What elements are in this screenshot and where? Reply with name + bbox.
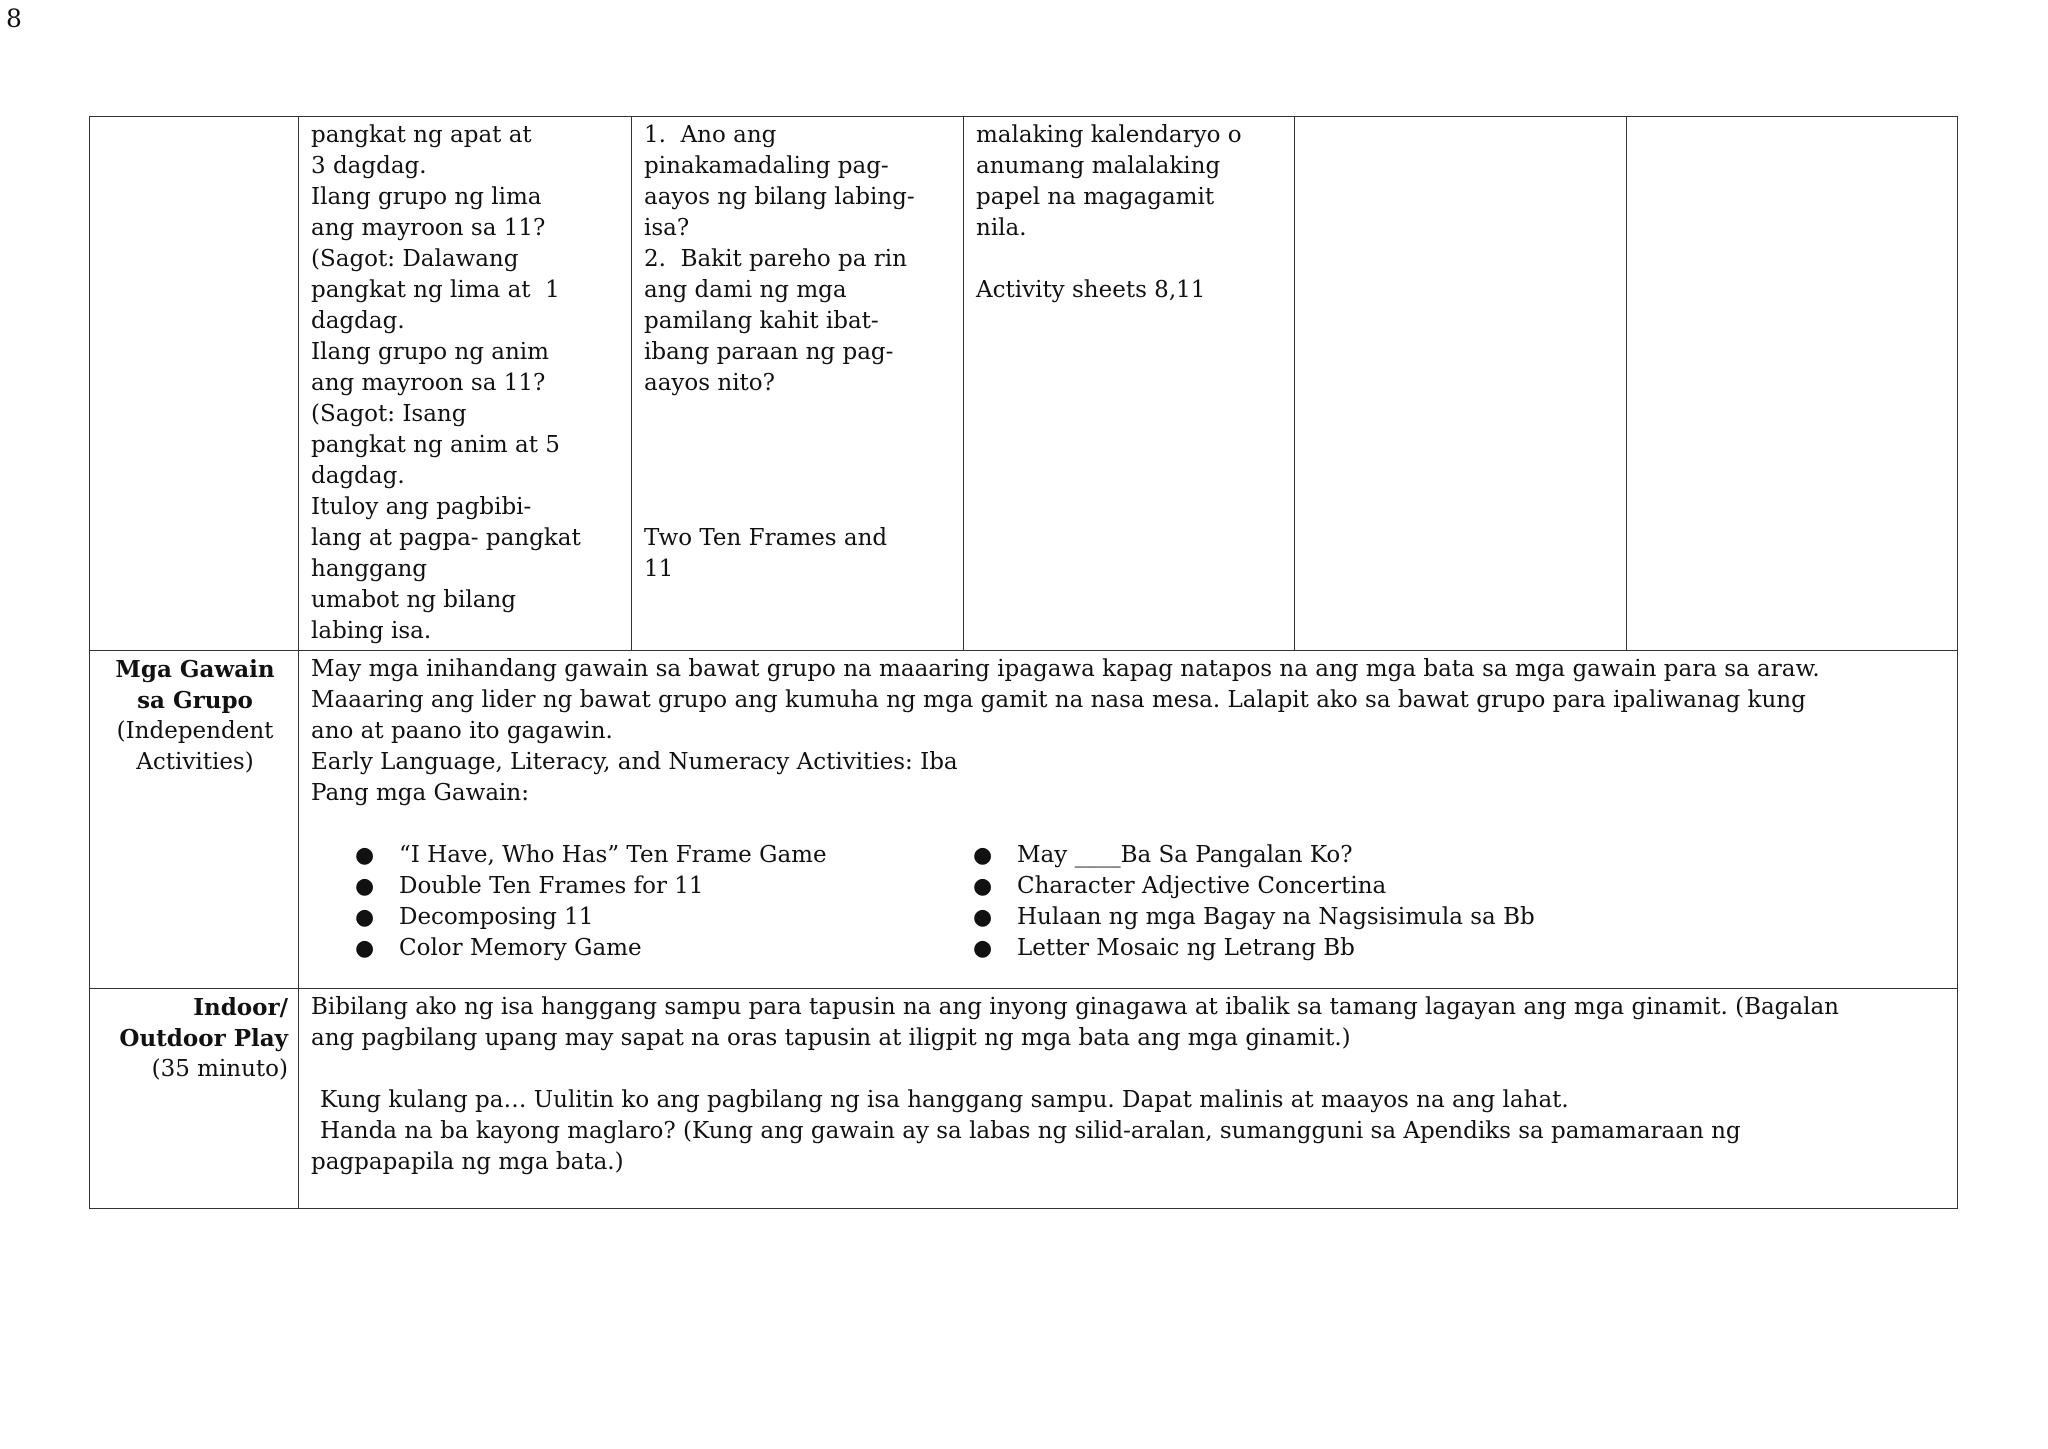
grouping-question-line: Ilang grupo ng anim — [311, 339, 549, 365]
grouping-question-line: pangkat ng apat at — [311, 122, 532, 148]
bullet-text: May ____Ba Sa Pangalan Ko? — [1017, 842, 1353, 868]
bullet-item — [355, 933, 973, 964]
grouping-question-line: ang mayroon sa 11? — [311, 370, 546, 396]
bullet-item — [973, 871, 1535, 902]
materials-cell — [964, 117, 1295, 651]
discussion-question-line: ang dami ng mga — [644, 277, 847, 303]
discussion-question-line: pamilang kahit ibat- — [644, 308, 879, 334]
play-paragraph-line: ang pagbilang upang may sapat na oras tapusin at iligpit ng mga bata ang mga ginamit.) — [311, 1025, 1351, 1051]
group-intro-line: ano at paano ito gagawin. — [311, 718, 613, 744]
bullet-dot-icon: ● — [355, 936, 375, 961]
group-activities-content — [299, 651, 1958, 989]
table-row-continuation — [90, 117, 1958, 651]
play-paragraph-line: Handa na ba kayong maglaro? (Kung ang gawain ay sa labas ng silid-aralan, sumangguni sa Apendiks sa pamamaraan ng — [320, 1118, 1741, 1144]
activity-bullets — [311, 840, 1947, 964]
bullet-text: Color Memory Game — [399, 935, 642, 961]
materials-line: malaking kalendaryo o — [976, 122, 1242, 148]
group-intro-line: Maaaring ang lider ng bawat grupo ang kumuha ng mga gamit na nasa mesa. Lalapit ako sa bawat grupo para ipaliwanag kung — [311, 687, 1806, 713]
bullet-item — [355, 840, 973, 871]
bullet-text: Hulaan ng mga Bagay na Nagsisimula sa Bb — [1017, 904, 1535, 930]
grouping-question-line: (Sagot: Isang — [311, 401, 467, 427]
bullet-text: Decomposing 11 — [399, 904, 594, 930]
bullet-item — [973, 902, 1535, 933]
group-label-title-line: Mga Gawain — [115, 656, 275, 683]
group-activities-label — [90, 651, 299, 989]
activity-sheets-text: Activity sheets 8,11 — [976, 277, 1206, 303]
play-paragraph-line: Bibilang ako ng isa hanggang sampu para tapusin na ang inyong ginagawa at ibalik sa tamang lagayan ang mga ginamit. (Bagalan — [311, 994, 1839, 1020]
indoor-outdoor-play-label — [90, 989, 299, 1209]
materials-line: anumang malalaking — [976, 153, 1221, 179]
materials-line: papel na magagamit — [976, 184, 1215, 210]
indoor-outdoor-play-content — [299, 989, 1958, 1209]
grouping-question-line: hanggang — [311, 556, 428, 582]
page-number: 8 — [6, 4, 22, 33]
bullet-text: Character Adjective Concertina — [1017, 873, 1387, 899]
materials-note-line: Two Ten Frames and — [644, 525, 888, 551]
discussion-question-line: 1. Ano ang — [644, 122, 777, 148]
bullet-dot-icon: ● — [355, 843, 375, 868]
bullet-dot-icon: ● — [355, 905, 375, 930]
group-intro-line: Early Language, Literacy, and Numeracy Activities: Iba — [311, 749, 958, 775]
grouping-question-line: Ituloy ang pagbibi- — [311, 494, 532, 520]
play-duration: (35 minuto) — [151, 1056, 288, 1082]
grouping-question-line: umabot ng bilang — [311, 587, 516, 613]
grouping-question-line: dagdag. — [311, 463, 405, 489]
bullet-dot-icon: ● — [973, 936, 993, 961]
grouping-question-line: pangkat ng anim at 5 — [311, 432, 560, 458]
empty-cell-5 — [1627, 117, 1958, 651]
empty-cell-4 — [1295, 117, 1627, 651]
label-cell-empty — [90, 117, 299, 651]
lesson-plan-table — [89, 116, 1958, 1209]
discussion-question-line: 2. Bakit pareho pa rin — [644, 246, 907, 272]
bullet-dot-icon: ● — [355, 874, 375, 899]
discussion-question-line: pinakamadaling pag- — [644, 153, 889, 179]
group-intro-line: Pang mga Gawain: — [311, 780, 529, 806]
group-label-title-line: sa Grupo — [137, 687, 253, 714]
play-label-title-line: Outdoor Play — [119, 1025, 288, 1052]
materials-note-line: 11 — [644, 556, 674, 582]
play-paragraph-line: Kung kulang pa… Uulitin ko ang pagbilang ng isa hanggang sampu. Dapat malinis at maayos na ang lahat. — [320, 1087, 1569, 1113]
bullet-item — [355, 902, 973, 933]
discussion-question-line: aayos ng bilang labing- — [644, 184, 915, 210]
grouping-question-line: ang mayroon sa 11? — [311, 215, 546, 241]
grouping-question-line: lang at pagpa- pangkat — [311, 525, 581, 551]
bullet-text: Double Ten Frames for 11 — [399, 873, 704, 899]
grouping-question-line: labing isa. — [311, 618, 432, 644]
bullet-dot-icon: ● — [973, 874, 993, 899]
grouping-questions-cell — [299, 117, 632, 651]
bullet-list-right — [973, 840, 1535, 964]
group-label-subtitle-line: (Independent — [116, 718, 274, 744]
materials-line: nila. — [976, 215, 1027, 241]
bullet-dot-icon: ● — [973, 843, 993, 868]
grouping-question-line: dagdag. — [311, 308, 405, 334]
discussion-question-line: ibang paraan ng pag- — [644, 339, 894, 365]
bullet-dot-icon: ● — [973, 905, 993, 930]
bullet-item — [355, 871, 973, 902]
play-label-title-line: Indoor/ — [193, 994, 288, 1021]
bullet-text: “I Have, Who Has” Ten Frame Game — [399, 842, 827, 868]
discussion-question-line: isa? — [644, 215, 690, 241]
bullet-item — [973, 840, 1535, 871]
grouping-question-line: 3 dagdag. — [311, 153, 427, 179]
group-label-subtitle-line: Activities) — [136, 749, 254, 775]
bullet-text: Letter Mosaic ng Letrang Bb — [1017, 935, 1355, 961]
grouping-question-line: pangkat ng lima at 1 — [311, 277, 560, 303]
discussion-question-line: aayos nito? — [644, 370, 775, 396]
group-intro-line: May mga inihandang gawain sa bawat grupo na maaaring ipagawa kapag natapos na ang mga bata sa mga gawain para sa araw. — [311, 656, 1820, 682]
bullet-list-left — [355, 840, 973, 964]
play-paragraph-tail: pagpapapila ng mga bata.) — [311, 1149, 624, 1175]
grouping-question-line: Ilang grupo ng lima — [311, 184, 542, 210]
discussion-questions-cell — [632, 117, 964, 651]
table-row-indoor-outdoor-play — [90, 989, 1958, 1209]
grouping-question-line: (Sagot: Dalawang — [311, 246, 519, 272]
table-row-group-activities — [90, 651, 1958, 989]
bullet-item — [973, 933, 1535, 964]
